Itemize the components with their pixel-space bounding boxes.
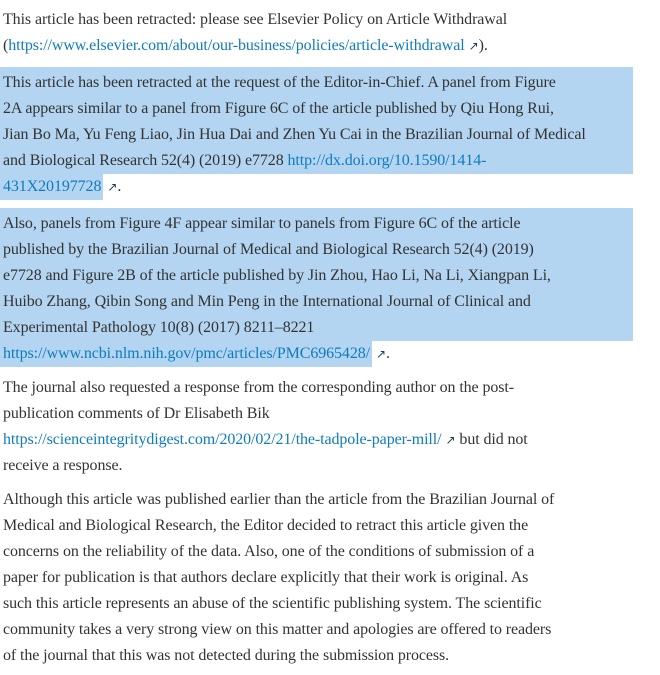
text-span: receive a response. <box>3 457 123 474</box>
text-span: and Biological Research 52(4) (2019) e7728 <box>3 152 288 169</box>
text-line <box>0 341 633 367</box>
text-span: e7728 and Figure 2B of the article published by Jin Zhou, Hao Li, Na Li, Xiangpan Li, <box>3 267 551 284</box>
doi-link[interactable] <box>288 152 487 169</box>
ncbi-pmc-link[interactable] <box>3 345 386 362</box>
link-text[interactable]: https://www.elsevier.com/about/our-business/policies/article-withdrawal <box>8 37 465 54</box>
text-span: Huibo Zhang, Qibin Song and Min Peng in the International Journal of Clinical and <box>3 293 531 310</box>
link-text[interactable]: 431X20197728 <box>0 173 103 200</box>
text-span: Jian Bo Ma, Yu Feng Liao, Jin Hua Dai and Zhen Yu Cai in the Brazilian Journal of Medical <box>3 126 586 143</box>
selection-highlight-block <box>0 208 633 341</box>
text-span: . <box>117 178 122 195</box>
paragraph <box>0 487 633 669</box>
text-line <box>0 174 633 200</box>
link-text[interactable]: http://dx.doi.org/10.1590/1414- <box>287 152 487 169</box>
text-span: This article has been retracted at the request of the Editor-in-Chief. A panel from Figure <box>3 74 556 91</box>
text-line <box>0 591 633 617</box>
text-span: community takes a very strong view on this matter and apologies are offered to readers <box>3 621 552 638</box>
text-span: ( <box>3 37 9 54</box>
text-line <box>0 70 633 96</box>
doi-link-continued[interactable] <box>3 178 117 195</box>
text-span: 2A appears similar to a panel from Figure 6C of the article published by Qiu Hong Rui, <box>3 100 554 117</box>
notice-body <box>0 7 633 669</box>
text-line <box>0 617 633 643</box>
external-link-icon[interactable]: ↗ <box>445 433 456 447</box>
external-link-icon[interactable]: ↗ <box>468 39 479 53</box>
text-span: This article has been retracted: please see Elsevier Policy on Article Withdrawal <box>3 11 508 28</box>
external-link-icon[interactable]: ↗ <box>107 180 118 194</box>
text-span: Experimental Pathology 10(8) (2017) 8211–8221 <box>3 319 315 336</box>
elsevier-withdrawal-policy-link[interactable] <box>8 37 478 54</box>
text-line <box>0 289 633 315</box>
text-line <box>0 427 633 453</box>
paragraph <box>0 375 633 479</box>
text-span: of the journal that this was not detected during the submission process. <box>3 647 450 664</box>
text-line <box>0 237 633 263</box>
text-line <box>0 539 633 565</box>
science-integrity-digest-link[interactable] <box>3 431 456 448</box>
text-span: such this article represents an abuse of the scientific publishing system. The scientific <box>3 595 542 612</box>
text-line <box>0 643 633 669</box>
text-line <box>0 122 633 148</box>
text-span: Medical and Biological Research, the Editor decided to retract this article given the <box>3 517 529 534</box>
text-span: published by the Brazilian Journal of Medical and Biological Research 52(4) (2019) <box>3 241 534 258</box>
link-text[interactable]: https://www.ncbi.nlm.nih.gov/pmc/articles/PMC6965428/ <box>0 340 372 367</box>
external-link-icon[interactable]: ↗ <box>375 347 387 361</box>
text-span: Although this article was published earlier than the article from the Brazilian Journal of <box>3 491 555 508</box>
text-span: but did not <box>455 431 528 448</box>
selection-highlight-block <box>0 67 633 174</box>
text-span: The journal also requested a response from the corresponding author on the post- <box>3 379 514 396</box>
text-span: concerns on the reliability of the data. Also, one of the conditions of submission of a <box>3 543 535 560</box>
text-span: Also, panels from Figure 4F appear similar to panels from Figure 6C of the article <box>3 215 521 232</box>
paragraph <box>0 7 633 59</box>
text-line <box>0 148 633 174</box>
text-line <box>0 33 633 59</box>
text-span: . <box>386 345 390 362</box>
text-line <box>0 211 633 237</box>
text-span: ). <box>478 37 488 54</box>
text-line <box>0 7 633 33</box>
text-line <box>0 96 633 122</box>
text-line <box>0 513 633 539</box>
link-text[interactable]: https://scienceintegritydigest.com/2020/02/21/the-tadpole-paper-mill/ <box>3 431 442 448</box>
text-line <box>0 315 633 341</box>
text-line <box>0 263 633 289</box>
text-line <box>0 453 633 479</box>
highlighted-paragraph <box>0 208 633 367</box>
text-line <box>0 565 633 591</box>
text-span: publication comments of Dr Elisabeth Bik <box>3 405 270 422</box>
text-span: paper for publication is that authors declare explicitly that their work is original. As <box>3 569 529 586</box>
highlighted-paragraph <box>0 67 633 200</box>
text-line <box>0 375 633 401</box>
text-line <box>0 487 633 513</box>
text-line <box>0 401 633 427</box>
